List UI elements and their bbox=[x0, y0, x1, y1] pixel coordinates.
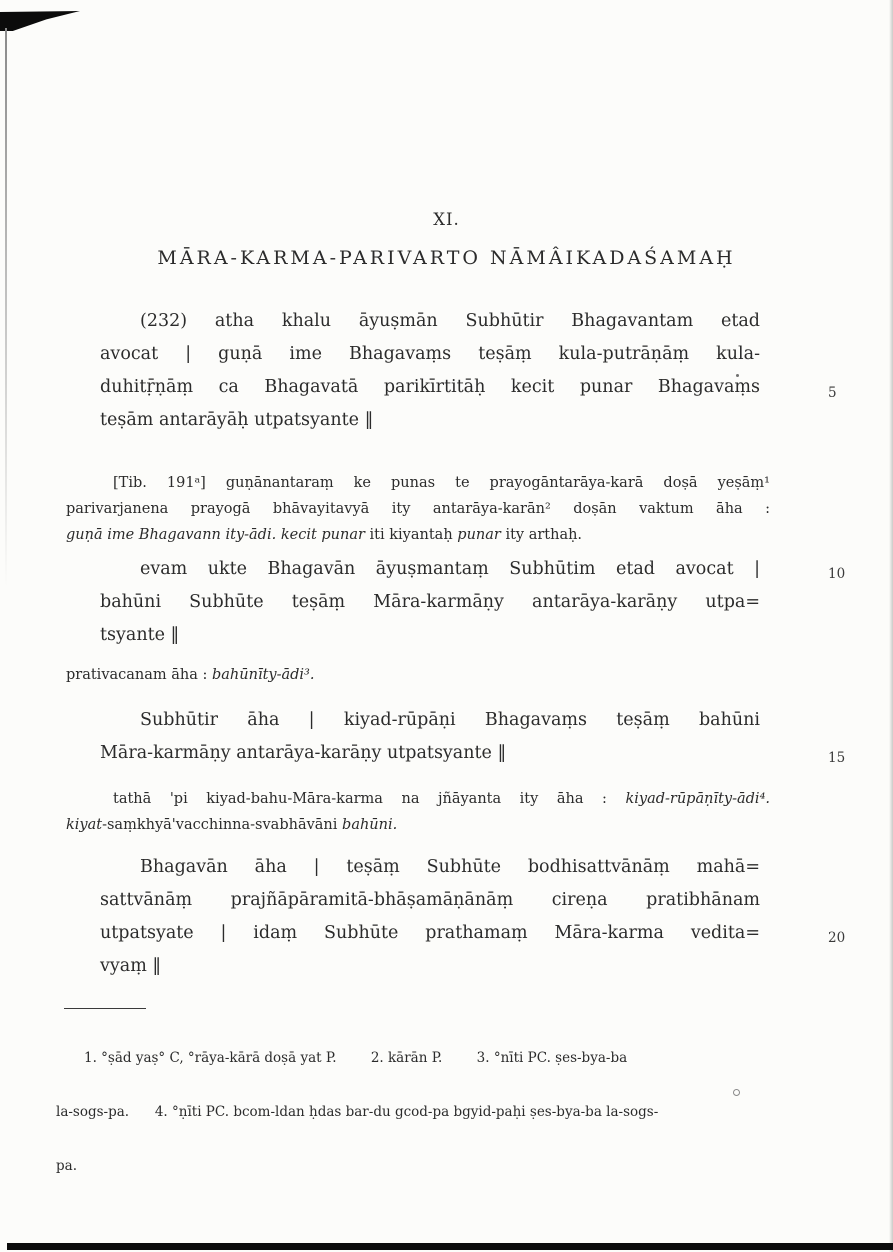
text-line: Subhūtir āha | kiyad-rūpāṇi Bhagavaṃs teṣāṃ bahūni bbox=[140, 710, 760, 730]
gloss-text: -saṃkhyā'vacchinna-svabhāvāni bbox=[102, 817, 343, 833]
pratika-italic: kecit punar bbox=[280, 527, 370, 543]
text-line: Bhagavān āha | teṣāṃ Subhūte bodhisattvānāṃ mahā= bbox=[140, 857, 760, 877]
text-line bbox=[66, 522, 770, 548]
pratika-italic: guṇā ime Bhagavann ity-ādi. bbox=[66, 527, 281, 543]
scan-artifact-left-edge bbox=[5, 28, 7, 588]
text-line: sattvānāṃ prajñāpāramitā-bhāṣamāṇānāṃ cireṇa pratibhānam bbox=[100, 890, 760, 910]
text-line: [Tib. 191ᵃ] guṇānantaraṃ ke punas te prayogāntarāya-karā doṣā yeṣāṃ¹ bbox=[113, 475, 770, 491]
scan-artifact-corner bbox=[0, 11, 80, 31]
commentary-paragraph-2 bbox=[66, 662, 770, 688]
text-line: parivarjanena prayogā bhāvayitavyā ity antarāya-karān² doṣān vaktum āha : bbox=[66, 501, 770, 517]
footnote-line: pa. bbox=[56, 1158, 77, 1174]
commentary-paragraph-1 bbox=[66, 470, 770, 548]
margin-line-number-5: 5 bbox=[828, 385, 837, 401]
text-line: utpatsyate | idaṃ Subhūte prathamaṃ Māra-karma vedita= bbox=[100, 923, 760, 943]
text-line: Māra-karmāṇy antarāya-karāṇy utpatsyante ‖ bbox=[100, 743, 507, 763]
gloss-text: tathā 'pi kiyad-bahu-Māra-karma na jñāyanta ity āha : bbox=[113, 791, 626, 807]
gloss-text: ity arthaḥ. bbox=[505, 527, 583, 543]
text-line: avocat | guṇā ime Bhagavaṃs teṣāṃ kula-putrāṇāṃ kula- bbox=[100, 344, 760, 364]
text-line bbox=[66, 786, 770, 812]
pratika-italic: kiyad-rūpāṇīty-ādi⁴. bbox=[625, 791, 770, 807]
footnote-line: la-sogs-pa. 4. °ṇīti PC. bcom-ldan ḥdas bar-du gcod-pa bgyid-paḥi ṣes-bya-ba la-sogs- bbox=[56, 1104, 659, 1120]
scan-artifact-right-edge bbox=[889, 0, 893, 1252]
sutra-paragraph-3 bbox=[100, 704, 760, 770]
text-line: (232) atha khalu āyuṣmān Subhūtir Bhagavantam etad bbox=[140, 311, 760, 331]
gloss-italic: bahūni. bbox=[342, 817, 398, 833]
gloss-text: iti kiyantaḥ bbox=[369, 527, 458, 543]
sutra-paragraph-2 bbox=[100, 553, 760, 652]
scan-artifact-bottom-bar bbox=[7, 1243, 893, 1250]
margin-line-number-10: 10 bbox=[828, 566, 846, 582]
footnote-rule bbox=[64, 1008, 146, 1009]
text-line bbox=[66, 812, 770, 838]
gloss-italic: punar bbox=[457, 527, 506, 543]
gloss-text: prativacanam āha : bbox=[66, 667, 212, 683]
pratika-italic: bahūnīty-ādi³. bbox=[212, 667, 315, 683]
footnotes-block bbox=[56, 1013, 840, 1211]
commentary-paragraph-3 bbox=[66, 786, 770, 838]
text-line bbox=[66, 662, 770, 688]
text-line: bahūni Subhūte teṣāṃ Māra-karmāṇy antarāya-karāṇy utpa= bbox=[100, 592, 760, 612]
chapter-number: XI. bbox=[433, 210, 460, 229]
gloss-italic: kiyat bbox=[66, 817, 103, 833]
sutra-paragraph-1 bbox=[100, 305, 760, 437]
chapter-title: MĀRA-KARMA-PARIVARTO NĀMÂIKADAŚAMAḤ bbox=[157, 247, 736, 269]
margin-line-number-20: 20 bbox=[828, 930, 846, 946]
footnote-line: 1. °ṣād yaṣ° C, °rāya-kārā doṣā yat P. 2. kārān P. 3. °nīti PC. ṣes-bya-ba bbox=[84, 1050, 628, 1066]
text-line: tsyante ‖ bbox=[100, 625, 180, 645]
text-line: evam ukte Bhagavān āyuṣmantaṃ Subhūtim etad avocat | bbox=[140, 559, 760, 579]
margin-line-number-15: 15 bbox=[828, 750, 846, 766]
text-line: vyaṃ ‖ bbox=[100, 956, 162, 976]
text-line: teṣām antarāyāḥ utpatsyante ‖ bbox=[100, 410, 374, 430]
text-line: duhitṝṇāṃ ca Bhagavatā parikīrtitāḥ kecit punar Bhagavaṃs bbox=[100, 377, 760, 397]
sutra-paragraph-4 bbox=[100, 851, 760, 983]
